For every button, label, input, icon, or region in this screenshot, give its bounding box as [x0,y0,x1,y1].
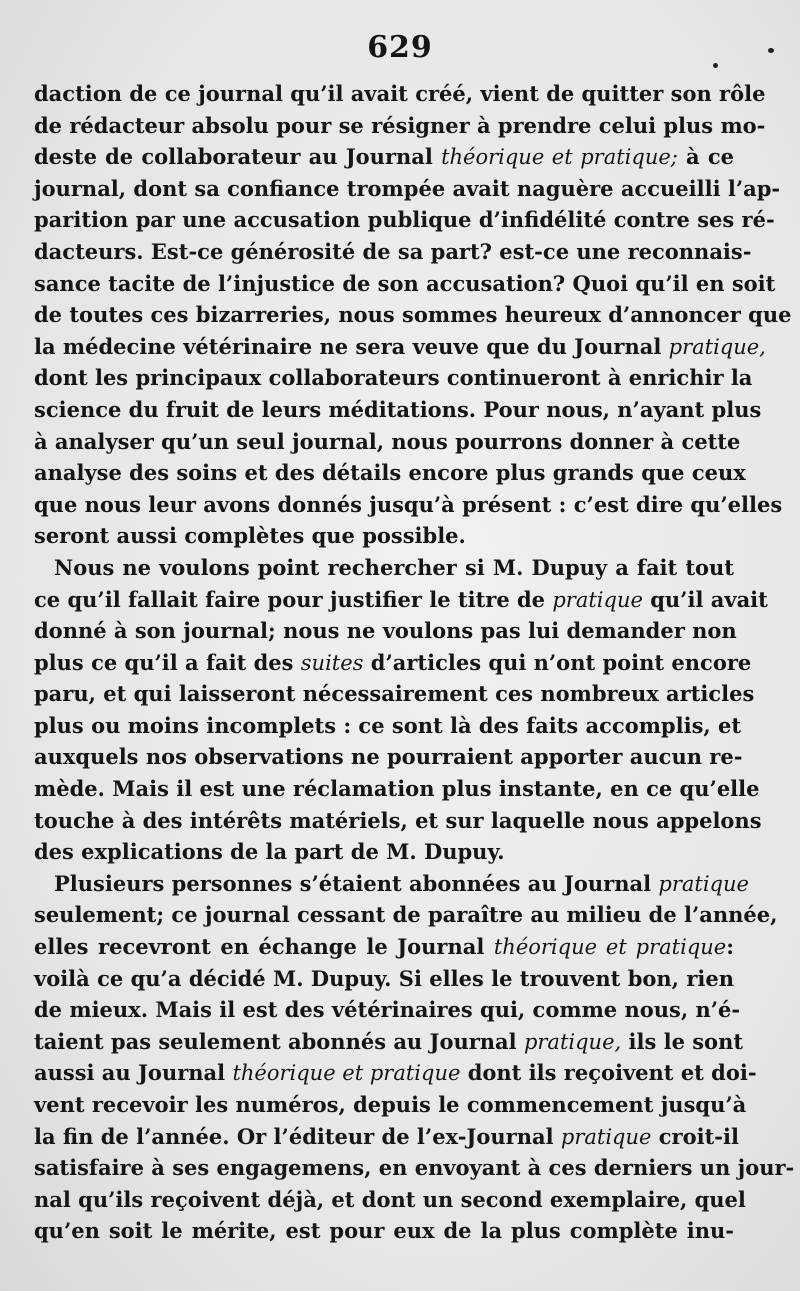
text-run: qu’en soit le mérite, est pour eux de la plus complète inu- [34,1218,734,1244]
italic-run: pratique [552,587,643,612]
text-run: : [726,934,734,960]
text-line [34,1215,734,1247]
text-line [34,331,766,363]
text-line [34,1026,744,1058]
italic-run: suites [300,650,364,675]
text-run: taient pas seulement abonnés au Journal [34,1028,524,1054]
text-line [34,394,762,426]
text-line [34,299,792,331]
text-line [34,268,776,300]
text-run: analyse des soins et des détails encore plus grands que ceux [34,460,746,486]
text-run: satisfaire à ses engagemens, en envoyant à ces derniers un jour- [34,1155,795,1181]
text-run: Nous ne voulons point rechercher si M. Dupuy a fait tout [54,554,734,580]
text-run: à analyser qu’un seul journal, nous pourrons donner à cette [34,428,741,454]
text-run: dont ils reçoivent et doi- [460,1060,757,1086]
text-run: des explications de la part de M. Dupuy. [34,839,505,865]
text-run: que nous leur avons donnés jusqu’à présent : c’est dire qu’elles [34,491,783,517]
text-run: vent recevoir les numéros, depuis le commencement jusqu’à [34,1092,747,1117]
text-line [34,647,752,679]
text-line [34,868,749,900]
text-run: donné à son journal; nous ne voulons pas lui demander non [34,618,737,644]
text-line [34,236,752,268]
text-run: science du fruit de leurs méditations. Pour nous, n’ayant plus [34,396,762,422]
text-run: ils le sont [621,1028,744,1054]
text-run: de rédacteur absolu pour se résigner à prendre celui plus mo- [34,112,766,138]
italic-run: pratique [560,1124,652,1149]
text-run: nal qu’ils reçoivent déjà, et dont un second exemplaire, quel [34,1186,746,1212]
text-run: dacteurs. Est-ce générosité de sa part? est-ce une reconnais- [34,238,752,264]
text-run: auxquels nos observations ne pourraient apporter aucun re- [34,744,743,770]
text-line [34,1057,757,1089]
text-run: seront aussi complètes que possible. [34,523,466,549]
italic-run: théorique et pratique; [441,145,678,170]
text-line [34,110,766,142]
italic-run: théorique et pratique [493,935,727,960]
text-line [34,678,755,710]
text-line [34,204,775,236]
text-line [34,994,741,1026]
italic-run: pratique [658,871,749,896]
text-run: paru, et qui laisseront nécessairement ces nombreux articles [34,681,755,707]
text-line [34,836,734,868]
text-run: deste de collaborateur au Journal [34,144,442,170]
text-line [34,963,734,995]
text-run: daction de ce journal qu’il avait créé, vient de quitter son rôle [34,81,766,106]
text-line [34,552,734,584]
text-line [34,1184,746,1216]
text-line [34,520,734,552]
text-line [34,78,766,110]
italic-run: pratique, [668,334,766,359]
text-run: plus ou moins incomplets : ce sont là des faits accomplis, et [34,712,742,738]
text-run: dont les principaux collaborateurs continueront à enrichir la [34,365,753,391]
text-line [34,141,734,173]
text-run: plus ce qu’il a fait des [34,649,301,675]
text-line [34,931,734,963]
text-line [34,584,768,616]
text-line [34,773,760,805]
text-run: aussi au Journal [34,1060,233,1086]
text-run: elles recevront en échange le Journal [34,934,494,960]
text-run: seulement; ce journal cessant de paraître au milieu de l’année, [34,902,778,928]
text-run: sance tacite de l’injustice de son accusation? Quoi qu’il en soit [34,270,776,296]
text-run: ce qu’il fallait faire pour justifier le titre de [34,586,553,612]
text-run: de toutes ces bizarreries, nous sommes heureux d’annoncer que [34,302,792,328]
text-line [34,457,746,489]
ink-speck [713,63,718,68]
text-line [34,1089,747,1121]
body-text [34,78,795,1247]
text-run: mède. Mais il est une réclamation plus instante, en ce qu’elle [34,776,760,802]
text-run: croit-il [651,1123,739,1149]
text-line [34,741,743,773]
text-run: la médecine vétérinaire ne sera veuve que du Journal [34,333,669,359]
text-line [34,426,741,458]
text-run: journal, dont sa confiance trompée avait naguère accueilli l’ap- [34,175,781,201]
text-line [34,362,753,394]
text-line [34,710,742,742]
text-line [34,615,737,647]
text-line [34,1152,795,1184]
page-number: 629 [367,30,433,65]
text-run: la fin de l’année. Or l’éditeur de l’ex-Journal [34,1123,561,1149]
text-line [34,1121,739,1153]
text-run: parition par une accusation publique d’infidélité contre ses ré- [34,207,775,233]
text-run: qu’il avait [642,586,768,612]
text-run: de mieux. Mais il est des vétérinaires qui, comme nous, n’é- [34,997,741,1023]
text-run: à ce [677,144,734,170]
italic-run: théorique et pratique [232,1061,461,1086]
ink-speck [768,48,774,53]
text-line [34,173,781,205]
text-line [34,489,783,521]
text-run: voilà ce qu’a décidé M. Dupuy. Si elles le trouvent bon, rien [34,965,734,991]
text-run: touche à des intérêts matériels, et sur laquelle nous appelons [34,807,762,833]
text-line [34,899,778,931]
italic-run: pratique, [523,1029,622,1054]
text-line [34,805,762,837]
text-run: Plusieurs personnes s’étaient abonnées au Journal [54,870,659,896]
text-run: d’articles qui n’ont point encore [363,649,752,675]
